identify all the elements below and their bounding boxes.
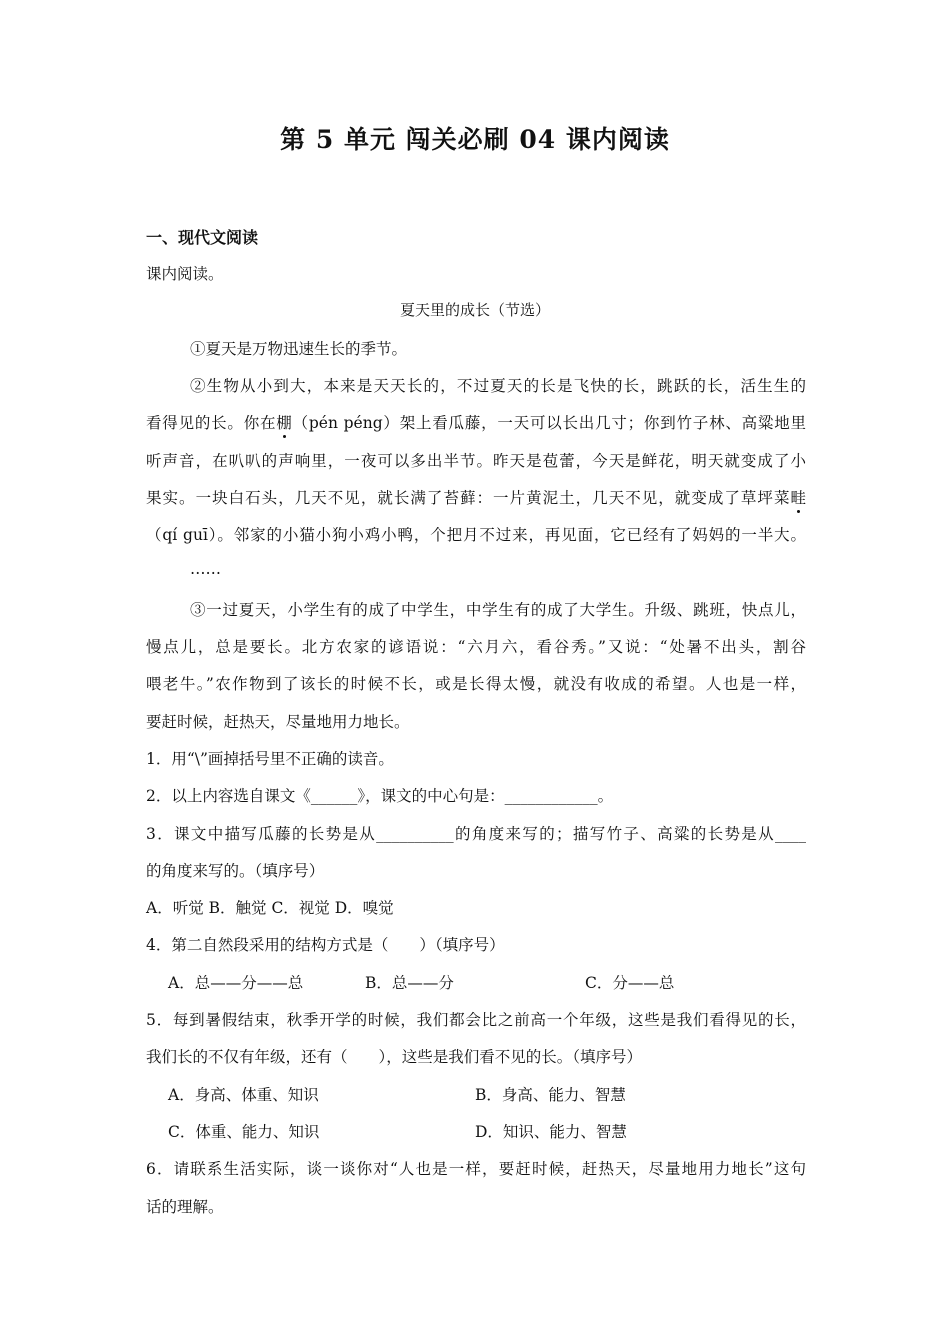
passage-ellipsis: …… [190, 560, 221, 578]
question-5-option-d: D．知识、能力、智慧 [475, 1123, 627, 1141]
question-4: 4．第二自然段采用的结构方式是（ ）（填序号） [146, 936, 505, 954]
question-5-option-a: A．身高、体重、知识 [168, 1086, 319, 1104]
question-3-line-2: 的角度来写的。（填序号） [146, 862, 325, 880]
passage-paragraph-2-line-2 [146, 411, 806, 433]
passage-paragraph-1: ①夏天是万物迅速生长的季节。 [190, 340, 408, 358]
section-heading: 一、现代文阅读 [146, 228, 259, 247]
passage-paragraph-3-line-4: 要赶时候，赶热天，尽量地用力地长。 [146, 713, 410, 731]
page-title: 第 5 单元 闯关必刷 04 课内阅读 [280, 125, 670, 154]
passage-paragraph-2-line-4 [146, 486, 806, 508]
passage-title: 夏天里的成长（节选） [399, 301, 550, 319]
emphasis-dot-char: 畦 [790, 486, 806, 508]
question-5-option-c: C．体重、能力、知识 [168, 1123, 320, 1141]
question-1: 1．用“\”画掉括号里不正确的读音。 [146, 750, 394, 768]
text-run: 果实。一块白石头，几天不见，就长满了苔藓：一片黄泥土，几天不见，就变成了草坪菜 [146, 489, 791, 507]
passage-paragraph-3-line-2: 慢点儿，总是要长。北方农家的谚语说：“六月六，看谷秀。”又说：“处暑不出头，割谷 [146, 638, 806, 656]
passage-paragraph-3-line-3: 喂老牛。”农作物到了该长的时候不长，或是长得太慢，就没有收成的希望。人也是一样， [146, 675, 806, 693]
question-5-line-1: 5．每到暑假结束，秋季开学的时候，我们都会比之前高一个年级，这些是我们看得见的长， [146, 1011, 806, 1029]
passage-paragraph-2-line-5: （qí guī）。邻家的小猫小狗小鸡小鸭，个把月不过来，再见面，它已经有了妈妈的一半大。 [146, 526, 806, 544]
intro-text: 课内阅读。 [146, 265, 224, 283]
question-3-line-1: 3．课文中描写瓜藤的长势是从__________的角度来写的；描写竹子、高粱的长势是从____ [146, 825, 806, 843]
passage-paragraph-2-line-1: ②生物从小到大，本来是天天长的，不过夏天的长是飞快的长，跳跃的长，活生生的 [190, 377, 806, 395]
question-5-option-b: B．身高、能力、智慧 [475, 1086, 626, 1104]
passage-paragraph-3-line-1: ③一过夏天，小学生有的成了中学生，中学生有的成了大学生。升级、跳班，快点儿， [190, 601, 806, 619]
question-4-option-b: B．总——分 [365, 974, 454, 992]
text-run: 看得见的长。你在 [146, 414, 277, 432]
question-4-option-a: A．总——分——总 [168, 974, 304, 992]
question-5-line-2: 我们长的不仅有年级，还有（ ），这些是我们看不见的长。（填序号） [146, 1048, 643, 1066]
passage-paragraph-2-line-3: 听声音，在叭叭的声响里，一夜可以多出半节。昨天是苞蕾，今天是鲜花，明天就变成了小 [146, 452, 806, 470]
question-6-line-2: 话的理解。 [146, 1198, 224, 1216]
emphasis-dot-char: 棚 [276, 411, 292, 433]
question-3-options: A．听觉 B．触觉 C．视觉 D．嗅觉 [146, 899, 394, 917]
question-2: 2．以上内容选自课文《______》，课文的中心句是：____________。 [146, 787, 614, 805]
question-6-line-1: 6．请联系生活实际，谈一谈你对“人也是一样，要赶时候，赶热天，尽量地用力地长”这句 [146, 1160, 806, 1178]
question-4-option-c: C．分——总 [585, 974, 675, 992]
text-run: （pén péng）架上看瓜藤，一天可以长出几寸；你到竹子林、高粱地里 [291, 414, 806, 432]
